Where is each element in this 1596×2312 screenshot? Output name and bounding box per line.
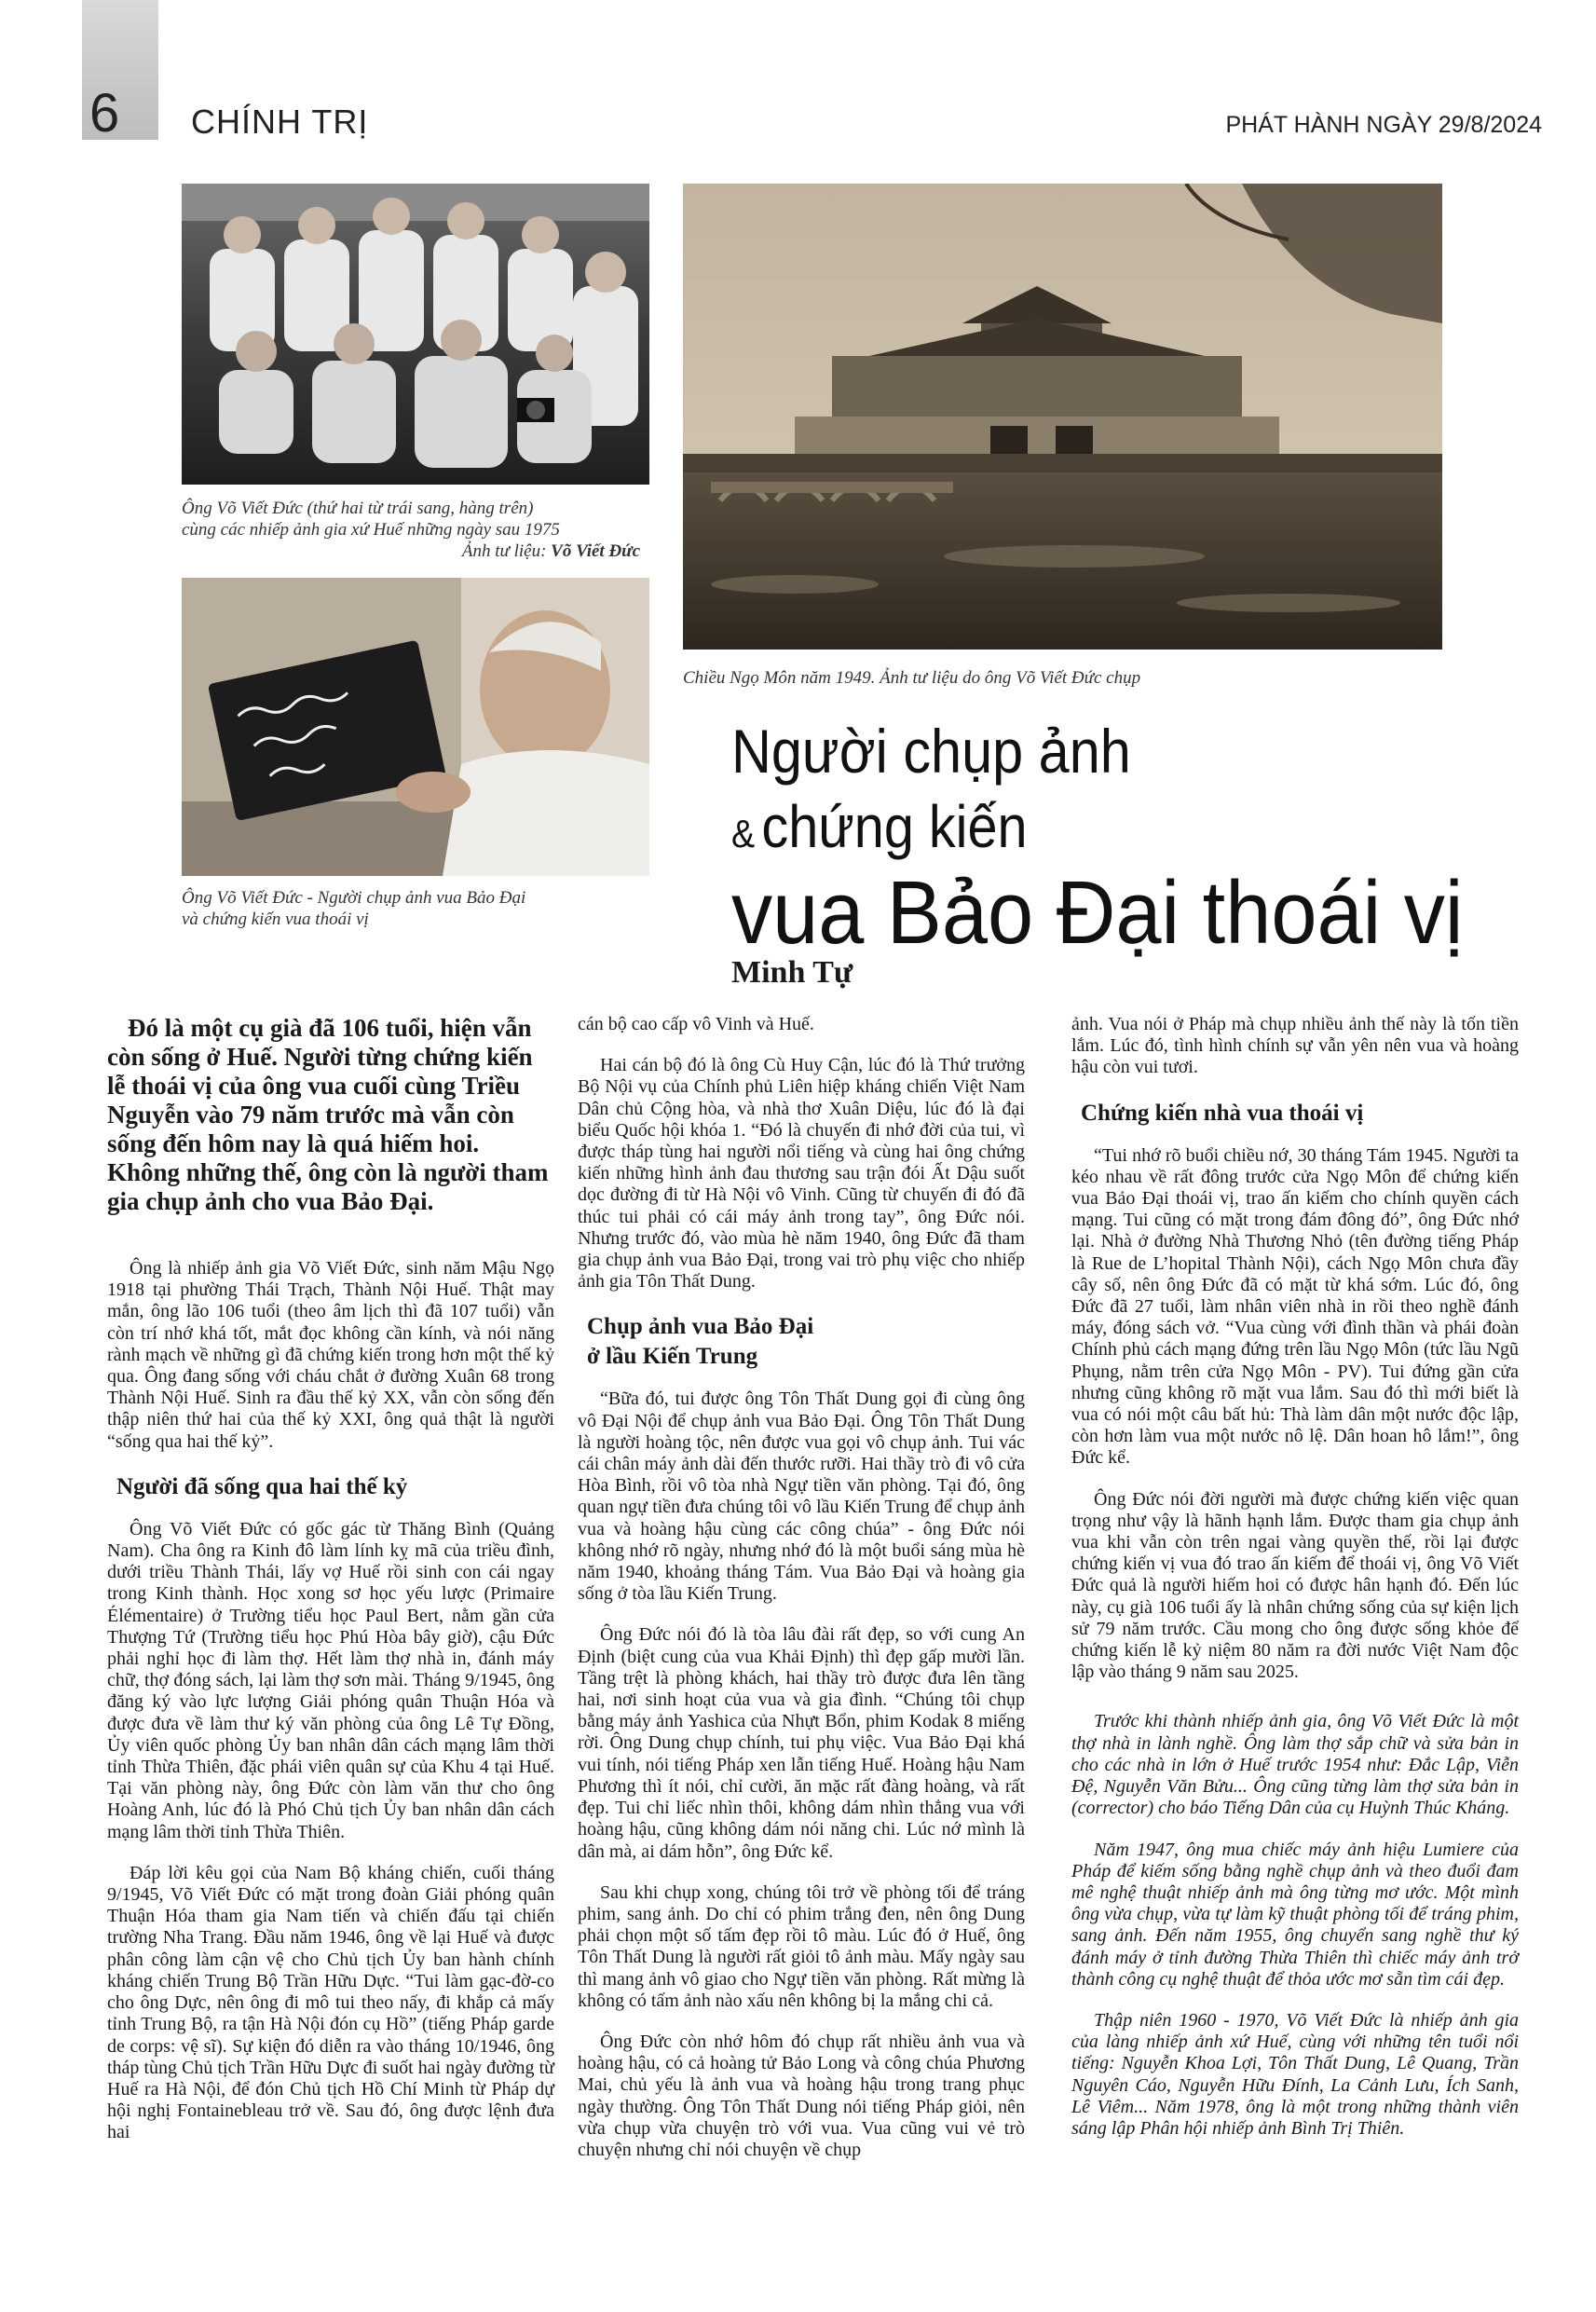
portrait-photo — [182, 578, 649, 876]
headline-line-1: Người chụp ảnh — [731, 717, 1131, 786]
author-byline: Minh Tự — [731, 955, 853, 990]
paragraph: Sau khi chụp xong, chúng tôi trở về phòng tối để tráng phim, sang ảnh. Do chỉ có phim trắng đen, nên ông Dung phải chọn một số tấm đẹp rồi tô màu. Lúc đó ở Huế, ông Tôn Thất Dung là người rất giỏi tô ảnh màu. Mấy ngày sau thì mang ảnh vô giao cho Ngự tiền văn phòng. Rất mừng là không có tấm ảnh nào xấu nên không bị la mắng chi cả. — [578, 1881, 1025, 2011]
paragraph: Ông Đức còn nhớ hôm đó chụp rất nhiều ảnh vua và hoàng hậu, có cả hoàng tử Bảo Long và công chúa Phương Mai, chủ yếu là ảnh vua và hoàng hậu trong trang phục ngày thường. Ông Tôn Thất Dung nói tiếng Pháp giỏi, nên vừa chụp vừa chuyện trò với vua. Vua cũng vui vẻ trò chuyện nhưng chỉ nói chuyện về chụp — [578, 2031, 1025, 2160]
portrait-caption: Ông Võ Viết Đức - Người chụp ảnh vua Bảo Đại và chứng kiến vua thoái vị — [182, 888, 526, 929]
ngo-mon-caption: Chiều Ngọ Môn năm 1949. Ảnh tư liệu do ông Võ Viết Đức chụp — [683, 668, 1141, 688]
article-column-2 — [578, 1014, 1025, 2181]
group-photo-caption: Ông Võ Viết Đức (thứ hai từ trái sang, hàng trên) cùng các nhiếp ảnh gia xứ Huế những ngày sau 1975 Ảnh tư liệu: Võ Viết Đức — [182, 498, 648, 562]
article-column-1 — [107, 1258, 554, 2164]
subheading: Người đã sống qua hai thế kỷ — [116, 1473, 408, 1499]
paragraph: Trước khi thành nhiếp ảnh gia, ông Võ Viết Đức là một thợ nhà in lành nghề. Ông làm thợ sắp chữ và sửa bản in cho các nhà in lớn ở Huế trước 1954 như: Đắc Lập, Viễn Đệ, Nguyễn Văn Bửu... Ông cũng từng làm thợ sửa bản in (corrector) cho báo Tiếng Dân của cụ Huỳnh Thúc Kháng. — [1071, 1711, 1519, 1819]
headline-line-3: vua Bảo Đại thoái vị — [731, 863, 1464, 963]
paragraph: ảnh. Vua nói ở Pháp mà chụp nhiều ảnh thế này là tốn tiền lắm. Lúc đó, tình hình chính sự vẫn yên nên vua và hoàng hậu còn vui tươi. — [1071, 1014, 1519, 1078]
paragraph: Hai cán bộ đó là ông Cù Huy Cận, lúc đó là Thứ trưởng Bộ Nội vụ của Chính phủ Liên hiệp kháng chiến Việt Nam Dân chủ Cộng hòa, và nhà thơ Xuân Diệu, lúc đó là đại biểu Quốc hội khóa 1. “Đó là chuyến đi nhớ đời của tui, vì được tháp tùng hai người nổi tiếng và cùng hai ông chứng kiến những hình ảnh đau thương sau trận đói Ất Dậu suốt dọc đường đi từ Hà Nội vô Vinh. Cũng từ chuyến đi đó đã thúc tui phải có cái máy ảnh trong tay”, ông Đức nói. Nhưng trước đó, vào mùa hè năm 1940, ông Đức đã tham gia chụp ảnh vua Bảo Đại, trong vai trò phụ việc cho nhiếp ảnh gia Tôn Thất Dung. — [578, 1055, 1025, 1293]
subheading: Chứng kiến nhà vua thoái vị — [1081, 1100, 1364, 1126]
sidebar-box — [1071, 1711, 1519, 2140]
group-photo-credit: Ảnh tư liệu: Võ Viết Đức — [461, 541, 640, 561]
paragraph: “Tui nhớ rõ buổi chiều nớ, 30 tháng Tám 1945. Người ta kéo nhau về rất đông trước cửa Ngọ Môn để chứng kiến vua Bảo Đại thoái vị, trao ấn kiếm cho chính quyền cách mạng. Tui cũng có mặt trong đám đông đó”, ông Đức nhớ lại. Nhà ở đường Nhà Thương Nhỏ (tên đường tiếng Pháp là Rue de L’hopital Thành Nội), cách Ngọ Môn chưa đầy cây số, nên ông Đức đã có mặt từ khá sớm. Lúc đó, ông Đức đã 27 tuổi, làm nhân viên nhà in rồi theo nghề đánh máy, đóng sách vở. “Vua cùng với đình thần và phái đoàn Chính phủ cách mạng đứng trên lầu Ngọ Môn (tức lầu Ngũ Phụng, nằm trên cửa Ngọ Môn - PV). Tui đứng gần cửa nhưng cũng không rõ mặt vua lắm. Sau đó thì mới biết là vua có nói một câu bất hủ: Thà làm dân một nước độc lập, còn hơn làm vua một nước nô lệ. Dân hoan hô lắm!”, ông Đức kể. — [1071, 1144, 1519, 1469]
paragraph: “Bữa đó, tui được ông Tôn Thất Dung gọi đi cùng ông vô Đại Nội để chụp ảnh vua Bảo Đại. Ông Tôn Thất Dung là người hoàng tộc, nên được vua gọi vô chụp ảnh. Tui vác cái chân máy ảnh dài đến thước rưỡi. Hai thầy trò đi vô cửa Hòa Bình, rồi vô tòa nhà Ngự tiền văn phòng. Tại đó, ông quan ngự tiền đưa chúng tôi vô lầu Kiến Trung để chụp ảnh vua và hoàng hậu cùng các công chúa” - ông Đức nói không nhớ rõ ngày, nhưng nhớ đó là một buổi sáng mùa hè năm 1940, khoảng tháng Tám. Vua Bảo Đại và hoàng gia sống ở tòa lầu Kiến Trung. — [578, 1389, 1025, 1605]
paragraph: Ông Đức nói đời người mà được chứng kiến việc quan trọng như vậy là hãnh hạnh lắm. Được tham gia chụp ảnh vua khi vẫn còn trên ngai vàng quyền thế, rồi lại được chứng kiến vị vua đó trao ấn kiếm để thoái vị, ông Võ Viết Đức quả là người hiếm hoi có được hân hạnh đó. Đến lúc này, cụ già 106 tuổi ấy là nhân chứng sống của sự kiện lịch sử 79 năm trước. Cầu mong cho ông được sống khỏe để chứng kiến lễ kỷ niệm 80 năm ra đời nước Việt Nam độc lập vào tháng 9 năm sau 2025. — [1071, 1488, 1519, 1683]
section-title: CHÍNH TRỊ — [191, 103, 369, 141]
paragraph: Ông Võ Viết Đức có gốc gác từ Thăng Bình (Quảng Nam). Cha ông ra Kinh đô làm lính kỵ mã của triều đình, dưới triều Thành Thái, lấy vợ Huế rồi sinh con cái ngay trong Kinh thành. Học xong sơ học yếu lược (Primaire Élémentaire) ở Trường tiểu học Paul Bert, nằm gần cửa Thượng Tứ (Trường tiểu học Phú Hòa bây giờ), cậu Đức phải nghỉ học đi làm thợ. Hết làm thợ nhà in, đánh máy chữ, thợ đóng sách, lại làm thợ sơn mài. Tháng 9/1945, ông đăng ký vào lực lượng Giải phóng quân Thuận Hóa và được đưa về làm thư ký văn phòng của ông Lê Tự Đồng, Ủy viên quốc phòng Ủy ban nhân dân cách mạng lâm thời tỉnh Thừa Thiên, đặc phái viên quân sự của Khu 4 tại Huế. Tại văn phòng này, ông Đức còn làm văn thư cho ông Hoàng Anh, lúc đó là Phó Chủ tịch Ủy ban nhân dân cách mạng lâm thời tỉnh Thừa Thiên. — [107, 1518, 554, 1842]
paragraph: Đáp lời kêu gọi của Nam Bộ kháng chiến, cuối tháng 9/1945, Võ Viết Đức có mặt trong đoàn Giải phóng quân Thuận Hóa tham gia Nam tiến và chiến đấu tại chiến trường Nha Trang. Đầu năm 1946, ông về lại Huế và được phân công làm cận vệ cho Chủ tịch Ủy ban hành chính kháng chiến Trung Bộ Trần Hữu Dực. “Tui làm gạc-đờ-co cho ông Dực, nên ông đi mô tui theo nấy, đi khắp cả mấy tỉnh Trung Bộ, ra tận Hà Nội đón cụ Hồ” (tiếng Pháp garde de corps: vệ sĩ). Sự kiện đó diễn ra vào tháng 10/1946, ông tháp tùng Chủ tịch Trần Hữu Dực đi suốt hai ngày đường từ Huế ra Hà Nội, để đón Chủ tịch Hồ Chí Minh từ Pháp dự hội nghị Fontainebleau trở về. Sau đó, ông được lệnh đưa hai — [107, 1862, 554, 2143]
article-lead: Đó là một cụ già đã 106 tuổi, hiện vẫn còn sống ở Huế. Người từng chứng kiến lễ thoái vị của ông vua cuối cùng Triều Nguyễn vào 79 năm trước mà vẫn còn sống đến hôm nay là quá hiếm hoi. Không những thế, ông còn là người tham gia chụp ảnh cho vua Bảo Đại. — [107, 1014, 549, 1215]
publish-date: PHÁT HÀNH NGÀY 29/8/2024 — [1225, 112, 1542, 138]
paragraph: Ông là nhiếp ảnh gia Võ Viết Đức, sinh năm Mậu Ngọ 1918 tại phường Thái Trạch, Thành Nội Huế. Thật may mắn, ông lão 106 tuổi (theo âm lịch thì đã 107 tuổi) vẫn còn trí nhớ khá tốt, mắt đọc không cần kính, và nói năng rành mạch về những gì đã chứng kiến trong hơn một thế kỷ qua. Ông đang sống với cháu chắt ở đường Xuân 68 trong Thành Nội Huế. Sinh ra đầu thế kỷ XX, vẫn còn sống đến thập niên thứ hai của thế kỷ XXI, ông quả thật là người “sống qua hai thế kỷ”. — [107, 1258, 554, 1452]
group-photo — [182, 184, 649, 485]
page-number: 6 — [89, 83, 120, 144]
paragraph: cán bộ cao cấp vô Vinh và Huế. — [578, 1014, 814, 1034]
paragraph: Năm 1947, ông mua chiếc máy ảnh hiệu Lumiere của Pháp để kiếm sống bằng nghề chụp ảnh và theo đuổi đam mê nghệ thuật nhiếp ảnh mà ông từng mơ ước. Một mình ông vừa chụp, vừa tự làm kỹ thuật phòng tối để tráng phim, sang ảnh. Đến năm 1955, ông chuyển sang nghề thư ký đánh máy ở tỉnh đường Thừa Thiên thì chiếc máy ảnh trở thành công cụ nghệ thuật để thỏa ước mơ sẵn tìm cái đẹp. — [1071, 1839, 1519, 1990]
headline-line-2: & chứng kiến — [731, 793, 1028, 860]
paragraph: Thập niên 1960 - 1970, Võ Viết Đức là nhiếp ảnh gia của làng nhiếp ảnh xứ Huế, cùng với những tên tuổi nổi tiếng: Nguyễn Khoa Lợi, Tôn Thất Dung, Lê Quang, Trần Nguyên Cáo, Nguyễn Hữu Đính, La Cảnh Lưu, Ích Sanh, Lê Viêm... Năm 1978, ông là một trong những thành viên sáng lập Phân hội nhiếp ảnh Bình Trị Thiên. — [1071, 2009, 1519, 2139]
subheading: Chụp ảnh vua Bảo Đại ở lầu Kiến Trung — [587, 1314, 814, 1370]
ngo-mon-photo — [683, 184, 1442, 650]
headline-ampersand: & — [731, 812, 756, 855]
article-column-3 — [1071, 1014, 1519, 2159]
paragraph: Ông Đức nói đó là tòa lâu đài rất đẹp, so với cung An Định (biệt cung của vua Khải Định) thì đẹp gấp mười lần. Tầng trệt là phòng khách, hai thầy trò được đưa lên tầng hai, nơi sinh hoạt của vua và gia đình. “Chúng tôi chụp bằng máy ảnh Yashica của Nhựt Bổn, phim Kodak 8 miếng rời. Ông Dung chụp chính, tui phụ việc. Vua Bảo Đại khá vui tính, nói tiếng Pháp xen lẫn tiếng Huế. Hoàng hậu Nam Phương thì ít nói, chỉ cười, ăn mặc rất đàng hoàng, và rất đẹp. Tui chỉ liếc nhìn thôi, không dám nhìn thẳng vua với hoàng hậu, cũng không dám nói năng chi. Lúc nớ mình là dân mà, ai dám hỗn”, ông Đức kể. — [578, 1624, 1025, 1862]
